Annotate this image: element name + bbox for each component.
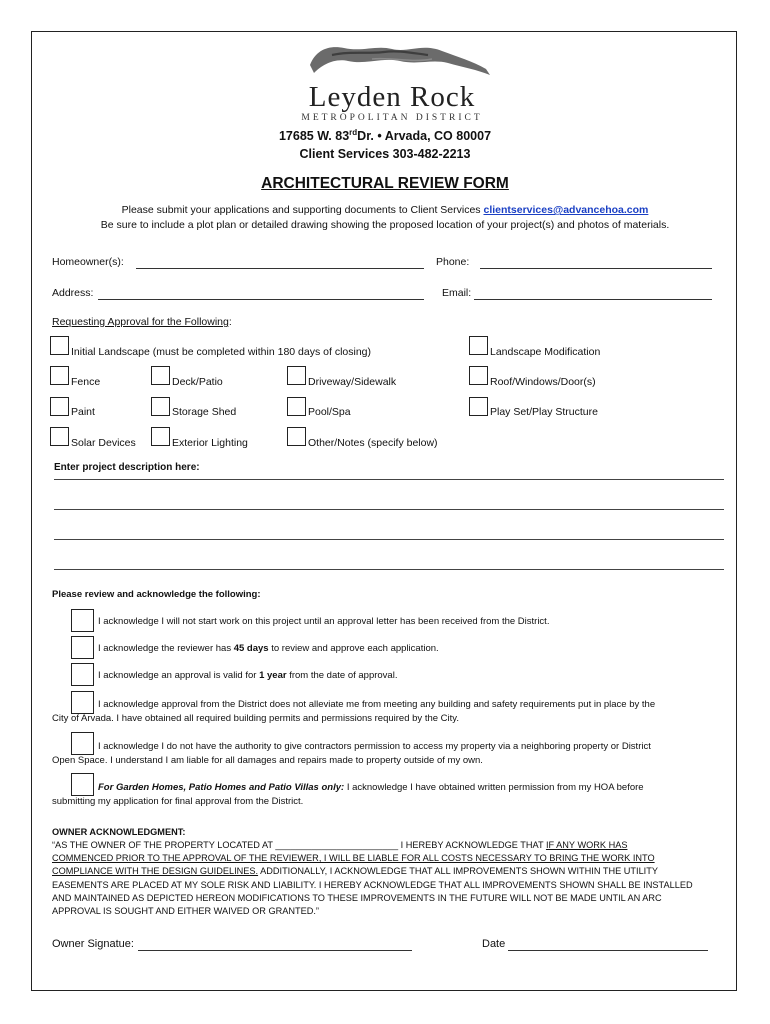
homeowner-field[interactable] xyxy=(136,268,424,269)
requesting-approval-heading xyxy=(52,316,232,328)
owner-line-5: AND MAINTAINED AS DEPICTED HEREON MODIFICATIONS TO THESE IMPROVEMENTS IN THE FUTURE WILL NOT BE MADE UNTIL AN ARC xyxy=(52,892,662,903)
ack-3-duration: 1 year xyxy=(259,670,287,681)
ack-4-checkbox[interactable] xyxy=(71,691,94,714)
driveway-sidewalk-label: Driveway/Sidewalk xyxy=(308,376,397,388)
ack-5-text-line-2: Open Space. I understand I am liable for all damages and repairs made to property outside of my own. xyxy=(52,755,483,766)
requesting-approval-label: Requesting Approval for the Following xyxy=(52,316,229,328)
owner-line-6: APPROVAL IS SOUGHT AND EITHER WAIVED OR GRANTED.” xyxy=(52,906,319,917)
email-field[interactable] xyxy=(474,299,712,300)
review-heading: Please review and acknowledge the following: xyxy=(52,589,261,600)
email-label: Email: xyxy=(442,287,472,299)
owner-underline-1: IF ANY WORK HAS xyxy=(545,840,628,850)
intro-text: Please submit your applications and supporting documents to Client Services xyxy=(121,204,484,216)
owner-underline-3: COMPLIANCE WITH THE DESIGN GUIDELINES. xyxy=(52,866,259,877)
intro-line-1 xyxy=(32,204,738,216)
ack-4-text-line-1: I acknowledge approval from the District does not alleviate me from meeting any building and safety requirements put in place by the xyxy=(98,699,656,710)
owner-text-2: ADDITIONALLY, I ACKNOWLEDGE THAT ALL IMPROVEMENTS SHOWN WITHIN THE UTILITY xyxy=(258,866,658,877)
client-services-email-link[interactable]: clientservices@advancehoa.com xyxy=(483,204,649,216)
requesting-approval-colon: : xyxy=(228,316,232,328)
form-page xyxy=(31,31,737,991)
pool-spa-label: Pool/Spa xyxy=(308,406,351,418)
date-label: Date xyxy=(482,938,506,950)
fence-label: Fence xyxy=(71,376,101,388)
other-notes-checkbox[interactable] xyxy=(287,427,306,446)
phone-field[interactable] xyxy=(480,268,712,269)
intro-line-2: Be sure to include a plot plan or detailed drawing showing the proposed location of your project(s) and photos of materials. xyxy=(100,219,670,231)
owner-signature-label: Owner Signatue: xyxy=(52,938,134,950)
address-label: Address: xyxy=(52,287,94,299)
roof-windows-doors-checkbox[interactable] xyxy=(469,366,488,385)
project-description-label: Enter project description here: xyxy=(54,462,200,473)
initial-landscape-checkbox[interactable] xyxy=(50,336,69,355)
play-set-checkbox[interactable] xyxy=(469,397,488,416)
ack-4-text-line-2: City of Arvada. I have obtained all required building permits and permissions required by the City. xyxy=(52,713,459,724)
storage-shed-checkbox[interactable] xyxy=(151,397,170,416)
ack-1-text: I acknowledge I will not start work on this project until an approval letter has been received from the District. xyxy=(98,616,550,627)
roof-windows-doors-label: Roof/Windows/Door(s) xyxy=(490,376,596,388)
owner-line-2: COMMENCED PRIOR TO THE APPROVAL OF THE REVIEWER, I WILL BE LIABLE FOR ALL COSTS NECESSARY TO BRING THE WORK INTO xyxy=(52,853,655,864)
district-logo xyxy=(272,39,512,123)
project-description-line-2[interactable] xyxy=(54,509,724,510)
homeowner-label: Homeowner(s): xyxy=(52,256,124,268)
landscape-modification-label: Landscape Modification xyxy=(490,346,601,358)
owner-line-4: EASEMENTS ARE PLACED AT MY SOLE RISK AND LIABILITY. I HEREBY ACKNOWLEDGE THAT ALL IMPROVEMENTS SHOWN SHALL BE INSTALLED xyxy=(52,879,693,890)
form-title: ARCHITECTURAL REVIEW FORM xyxy=(261,175,509,192)
ack-2-checkbox[interactable] xyxy=(71,636,94,659)
phone-label: Phone: xyxy=(436,256,470,268)
address-field[interactable] xyxy=(98,299,424,300)
deck-patio-label: Deck/Patio xyxy=(172,376,223,388)
ack-1-checkbox[interactable] xyxy=(71,609,94,632)
fence-checkbox[interactable] xyxy=(50,366,69,385)
deck-patio-checkbox[interactable] xyxy=(151,366,170,385)
solar-devices-label: Solar Devices xyxy=(71,437,136,449)
ack-3-checkbox[interactable] xyxy=(71,663,94,686)
street-suffix: rd xyxy=(349,128,358,137)
exterior-lighting-checkbox[interactable] xyxy=(151,427,170,446)
initial-landscape-label: Initial Landscape (must be completed within 180 days of closing) xyxy=(71,346,371,358)
other-notes-label: Other/Notes (specify below) xyxy=(308,437,438,449)
owner-signature-field[interactable] xyxy=(138,950,412,951)
ack-5-text-line-1: I acknowledge I do not have the authority to give contractors permission to access my property via a neighboring property or District xyxy=(98,741,651,752)
street-rest: Dr. • Arvada, CO 80007 xyxy=(357,129,492,144)
owner-acknowledgment-heading: OWNER ACKNOWLEDGMENT: xyxy=(52,827,186,837)
logo-name: Leyden Rock xyxy=(308,81,476,113)
logo-subtitle: METROPOLITAN DISTRICT xyxy=(301,113,483,123)
paint-checkbox[interactable] xyxy=(50,397,69,416)
driveway-sidewalk-checkbox[interactable] xyxy=(287,366,306,385)
client-services-phone: Client Services 303-482-2213 xyxy=(299,147,471,161)
owner-acknowledgment-text xyxy=(52,839,732,918)
pool-spa-checkbox[interactable] xyxy=(287,397,306,416)
owner-line-1 xyxy=(52,839,732,852)
ack-2-days: 45 days xyxy=(233,643,269,654)
storage-shed-label: Storage Shed xyxy=(172,406,237,418)
project-description-line-3[interactable] xyxy=(54,539,724,540)
ack-2-text xyxy=(98,642,439,656)
date-field[interactable] xyxy=(508,950,708,951)
ack-3-prefix: I acknowledge an approval is valid for xyxy=(98,670,260,681)
ack-6-garden-homes-note: For Garden Homes, Patio Homes and Patio Villas only: xyxy=(98,782,345,793)
ack-3-text xyxy=(98,669,397,683)
owner-line-3 xyxy=(52,865,732,878)
ack-2-suffix: to review and approve each application. xyxy=(268,643,439,654)
ack-6-checkbox[interactable] xyxy=(71,773,94,796)
ack-3-suffix: from the date of approval. xyxy=(286,670,398,681)
play-set-label: Play Set/Play Structure xyxy=(490,406,598,418)
ack-6-text-line-2: submitting my application for final approval from the District. xyxy=(52,796,304,807)
ack-6-text-line-1 xyxy=(98,781,644,795)
street-number: 17685 W. 83 xyxy=(278,129,350,144)
district-address xyxy=(32,128,738,143)
paint-label: Paint xyxy=(71,406,95,418)
exterior-lighting-label: Exterior Lighting xyxy=(172,437,248,449)
project-description-line-4[interactable] xyxy=(54,569,724,570)
ack-6-rest: I acknowledge I have obtained written permission from my HOA before xyxy=(344,782,644,793)
owner-text-1: “AS THE OWNER OF THE PROPERTY LOCATED AT ________________________ I HEREBY ACKNOWLEDGE THAT xyxy=(52,840,546,850)
ack-2-prefix: I acknowledge the reviewer has xyxy=(98,643,234,654)
ack-5-checkbox[interactable] xyxy=(71,732,94,755)
project-description-line-1[interactable] xyxy=(54,479,724,480)
solar-devices-checkbox[interactable] xyxy=(50,427,69,446)
landscape-modification-checkbox[interactable] xyxy=(469,336,488,355)
